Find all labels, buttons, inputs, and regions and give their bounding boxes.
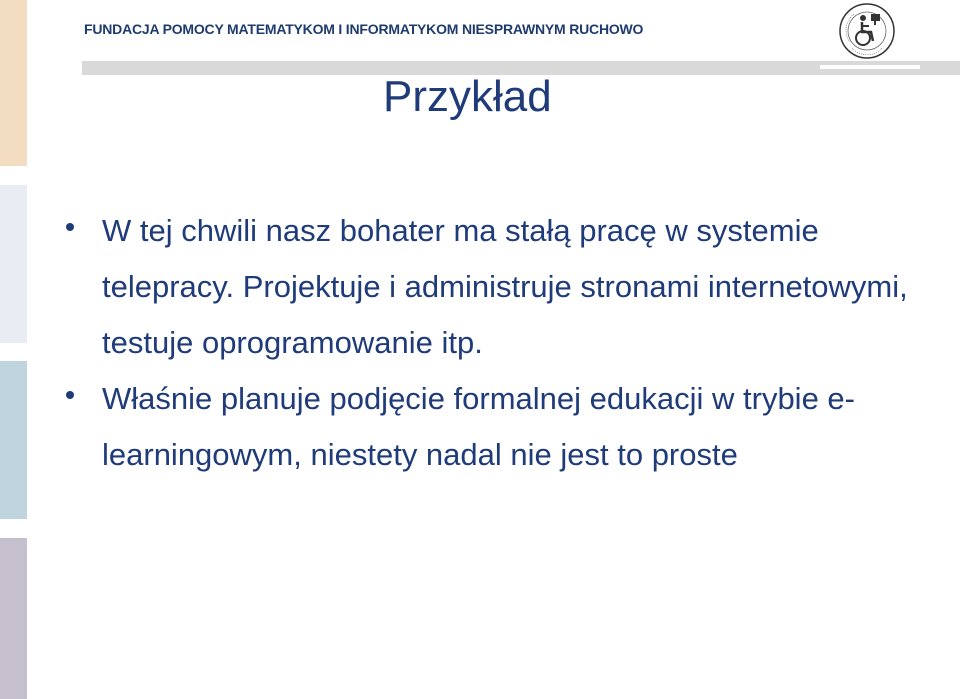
foundation-name: FUNDACJA POMOCY MATEMATYKOM I INFORMATYKOM NIESPRAWNYM RUCHOWO: [84, 21, 644, 37]
bullet-text: Właśnie planuje podjęcie formalnej edukacji w trybie e-learningowym, niestety nadal nie jest to proste: [102, 381, 855, 472]
bullet-text: W tej chwili nasz bohater ma stałą pracę w systemie telepracy. Projektuje i administruje stronami internetowymi, testuje oprogramowanie itp.: [102, 213, 908, 360]
bullet-item: [62, 203, 942, 371]
bullet-dot-icon: [66, 223, 74, 231]
side-decor-bar-2: [0, 185, 27, 343]
bullet-item: [62, 371, 942, 483]
side-decor-bar-4: [0, 538, 27, 699]
header-divider-accent: [820, 65, 920, 69]
bullet-list: [62, 203, 942, 483]
side-decor-bar-3: [0, 361, 27, 519]
side-decor-bar-1: [0, 0, 27, 166]
slide-title: Przykład: [383, 72, 552, 121]
foundation-wheelchair-logo-icon: [838, 2, 896, 60]
bullet-dot-icon: [66, 391, 74, 399]
